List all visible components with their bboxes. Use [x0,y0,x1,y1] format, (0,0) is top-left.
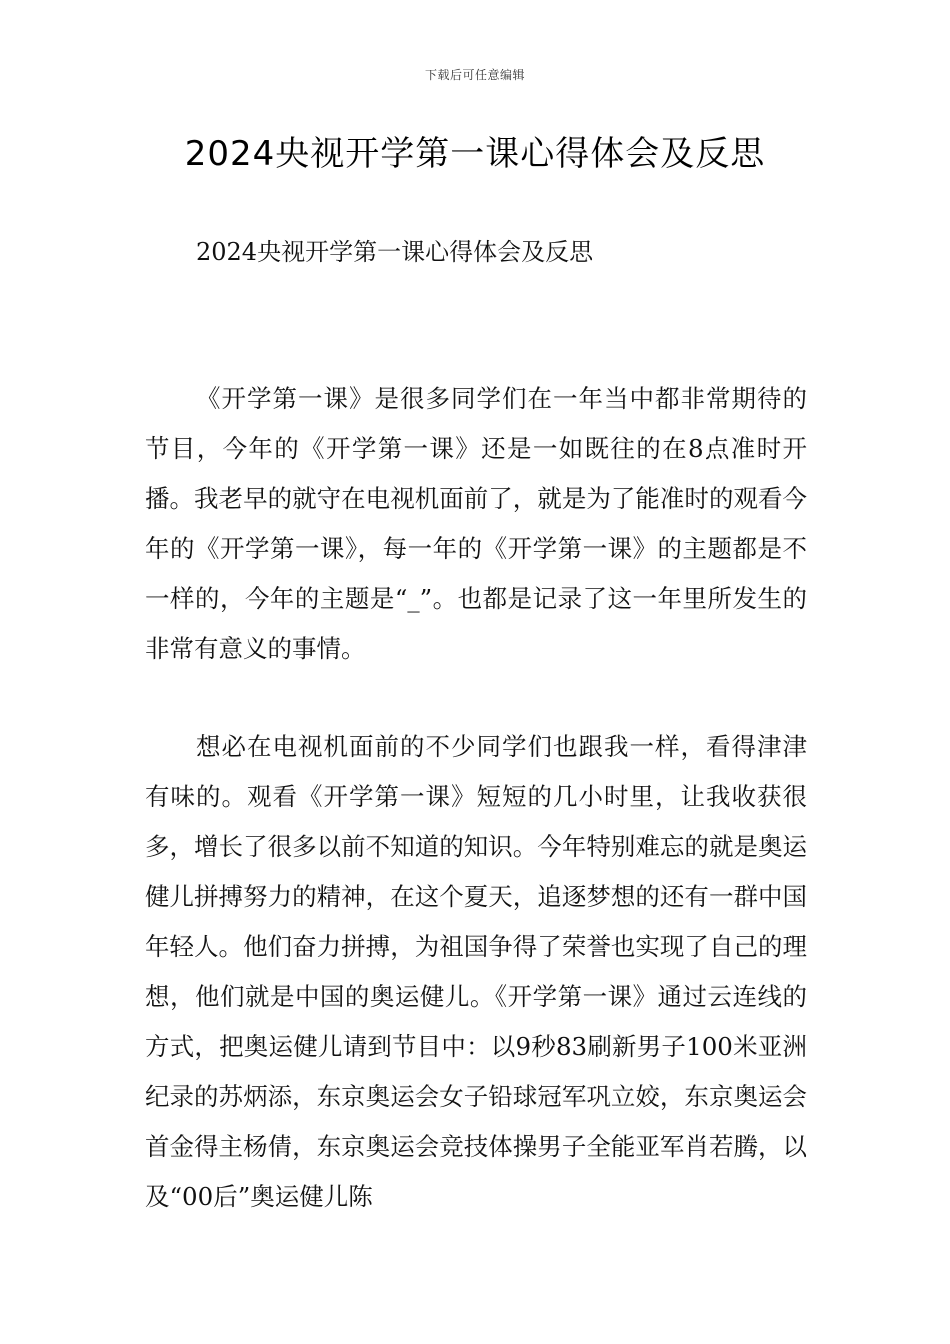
paragraph-2: 想必在电视机面前的不少同学们也跟我一样，看得津津有味的。观看《开学第一课》短短的几小时里，让我收获很多，增长了很多以前不知道的知识。今年特别难忘的就是奥运健儿拼搏努力的精神，在这个夏天，追逐梦想的还有一群中国年轻人。他们奋力拼搏，为祖国争得了荣誉也实现了自己的理想，他们就是中国的奥运健儿。《开学第一课》通过云连线的方式，把奥运健儿请到节目中：以9秒83刷新男子100米亚洲纪录的苏炳添，东京奥运会女子铅球冠军巩立姣，东京奥运会首金得主杨倩，东京奥运会竞技体操男子全能亚军肖若腾，以及“00后”奥运健儿陈 [145,732,807,1211]
header-note: 下载后可任意编辑 [424,68,525,82]
paragraph-1: 《开学第一课》是很多同学们在一年当中都非常期待的节目，今年的《开学第一课》还是一如既往的在8点准时开播。我老早的就守在电视机面前了，就是为了能准时的观看今年的《开学第一课》，每一年的《开学第一课》的主题都是不一样的，今年的主题是“_”。也都是记录了这一年里所发生的非常有意义的事情。 [145,384,807,663]
document-title: 2024央视开学第一课心得体会及反思 [184,134,766,174]
document-subtitle: 2024央视开学第一课心得体会及反思 [196,238,594,266]
